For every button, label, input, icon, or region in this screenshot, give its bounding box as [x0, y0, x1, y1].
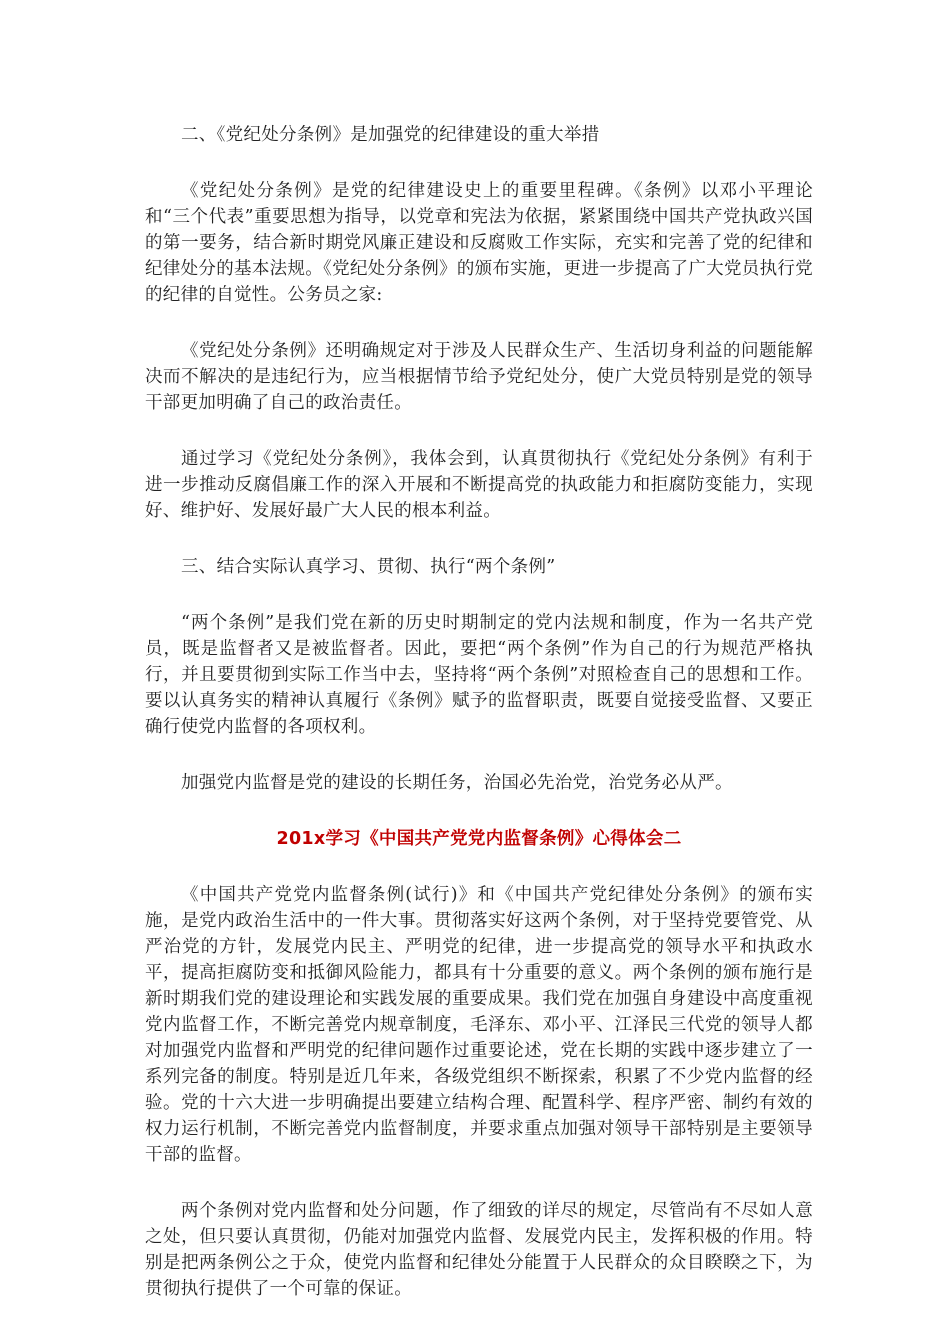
red-article-title: 201x学习《中国共产党党内监督条例》心得体会二 — [276, 829, 682, 849]
paragraph-6: 《中国共产党党内监督条例(试行)》和《中国共产党纪律处分条例》的颁布实施，是党内政治生活中的一件大事。贯彻落实好这两个条例，对于坚持党要管党、从严治党的方针，发展党内民主、严明党的纪律，进一步提高党的领导水平和执政水平，提高拒腐防变和抵御风险能力，都具有十分重要的意义。两个条例的颁布施行是新时期我们党的建设理论和实践发展的重要成果。我们党在加强自身建设中高度重视党内监督工作，不断完善党内规章制度，毛泽东、邓小平、江泽民三代党的领导人都对加强党内监督和严明党的纪律问题作过重要论述，党在长期的实践中逐步建立了一系列完备的制度。特别是近几年来，各级党组织不断探索，积累了不少党内监督的经验。党的十六大进一步明确提出要建立结构合理、配置科学、程序严密、制约有效的权力运行机制，不断完善党内监督制度，并要求重点加强对领导干部特别是主要领导干部的监督。 — [145, 885, 813, 1165]
paragraph-4: “两个条例”是我们党在新的历史时期制定的党内法规和制度，作为一名共产党员，既是监督者又是被监督者。因此，要把“两个条例”作为自己的行为规范严格执行，并且要贯彻到实际工作当中去，坚持将“两个条例”对照检查自己的思想和工作。要以认真务实的精神认真履行《条例》赋予的监督职责，既要自觉接受监督、又要正确行使党内监督的各项权利。 — [145, 613, 813, 737]
paragraph-2: 《党纪处分条例》还明确规定对于涉及人民群众生产、生活切身利益的问题能解决而不解决的是违纪行为，应当根据情节给予党纪处分，使广大党员特别是党的领导干部更加明确了自己的政治责任。 — [145, 341, 813, 413]
paragraph-7: 两个条例对党内监督和处分问题，作了细致的详尽的规定，尽管尚有不尽如人意之处，但只要认真贯彻，仍能对加强党内监督、发展党内民主，发挥积极的作用。特别是把两条例公之于众，使党内监督和纪律处分能置于人民群众的众目睽睽之下，为贯彻执行提供了一个可靠的保证。 — [145, 1201, 813, 1299]
document-page — [145, 122, 813, 1332]
paragraph-5: 加强党内监督是党的建设的长期任务，治国必先治党，治党务必从严。 — [181, 773, 733, 793]
paragraph-3: 通过学习《党纪处分条例》，我体会到，认真贯彻执行《党纪处分条例》有利于进一步推动反腐倡廉工作的深入开展和不断提高党的执政能力和拒腐防变能力，实现好、维护好、发展好最广大人民的根本利益。 — [145, 449, 813, 521]
section-two-heading: 二、《党纪处分条例》是加强党的纪律建设的重大举措 — [181, 125, 600, 145]
paragraph-1: 《党纪处分条例》是党的纪律建设史上的重要里程碑。《条例》以邓小平理论和“三个代表”重要思想为指导，以党章和宪法为依据，紧紧围绕中国共产党执政兴国的第一要务，结合新时期党风廉正建设和反腐败工作实际，充实和完善了党的纪律和纪律处分的基本法规。《党纪处分条例》的颁布实施，更进一步提高了广大党员执行党的纪律的自觉性。公务员之家: — [145, 181, 813, 305]
section-three-heading: 三、结合实际认真学习、贯彻、执行“两个条例” — [181, 557, 556, 577]
